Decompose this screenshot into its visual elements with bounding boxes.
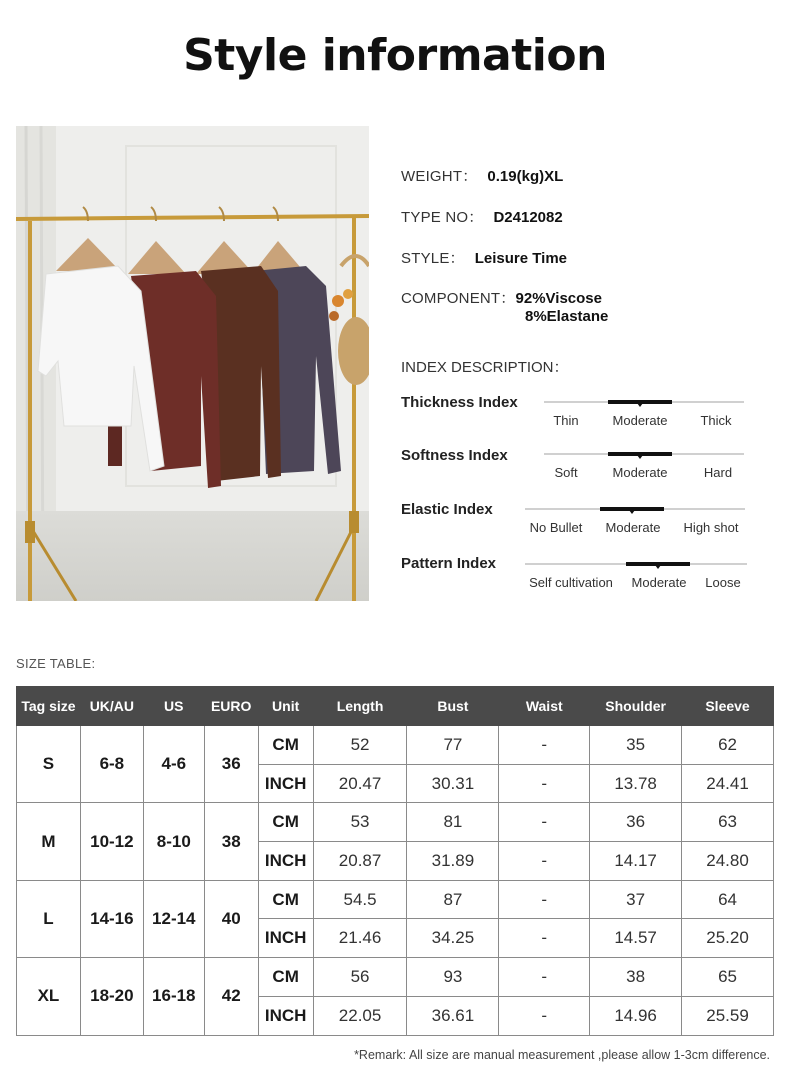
tag-size-cell: XL [17,958,81,1035]
waist-cell: - [499,803,590,842]
bust-cell: 36.61 [407,996,499,1035]
elastic-index-label: Elastic Index [401,501,493,518]
bust-cell: 34.25 [407,919,499,958]
column-header: UK/AU [80,687,143,726]
style-value: Leisure Time [474,250,567,267]
pattern-scale [525,562,747,592]
clothing-rack-image [16,126,369,601]
uk-size-cell: 14-16 [80,880,143,957]
shoulder-cell: 36 [590,803,682,842]
sleeve-cell: 63 [682,803,774,842]
column-header: Bust [407,687,499,726]
scale-option-selected: Moderate [612,413,668,428]
column-header: Unit [258,687,313,726]
size-table [16,686,774,1036]
bust-cell: 77 [407,726,499,765]
softness-scale [544,452,744,482]
table-row [17,880,774,919]
length-cell: 20.87 [313,842,407,881]
table-row [17,726,774,765]
shoulder-cell: 13.78 [590,764,682,803]
scale-option: Soft [554,465,578,480]
shoulder-cell: 37 [590,880,682,919]
sleeve-cell: 24.41 [682,764,774,803]
euro-size-cell: 40 [204,880,258,957]
length-cell: 22.05 [313,996,407,1035]
length-cell: 56 [313,958,407,997]
tag-size-cell: M [17,803,81,880]
product-photo [16,126,369,601]
table-header-row [17,687,774,726]
unit-cell: INCH [258,919,313,958]
component-value-2: 8%Elastane [525,308,609,325]
unit-cell: CM [258,726,313,765]
length-cell: 52 [313,726,407,765]
unit-cell: CM [258,803,313,842]
column-header: US [143,687,204,726]
uk-size-cell: 10-12 [80,803,143,880]
scale-marker-icon [637,455,643,459]
column-header: Length [313,687,407,726]
waist-cell: - [499,958,590,997]
unit-cell: INCH [258,764,313,803]
length-cell: 53 [313,803,407,842]
tag-size-cell: S [17,726,81,803]
thickness-scale [544,400,744,430]
bust-cell: 93 [407,958,499,997]
bust-cell: 30.31 [407,764,499,803]
weight-row [401,165,563,186]
style-label: STYLE： [401,250,465,267]
component-value-1: 92%Viscose [515,290,602,307]
waist-cell: - [499,842,590,881]
bust-cell: 31.89 [407,842,499,881]
euro-size-cell: 42 [204,958,258,1035]
bust-cell: 87 [407,880,499,919]
us-size-cell: 16-18 [143,958,204,1035]
unit-cell: INCH [258,996,313,1035]
scale-marker-icon [655,565,661,569]
waist-cell: - [499,764,590,803]
scale-marker-icon [629,510,635,514]
waist-cell: - [499,996,590,1035]
column-header: Waist [499,687,590,726]
scale-option-selected: Moderate [631,575,687,590]
sleeve-cell: 64 [682,880,774,919]
unit-cell: CM [258,880,313,919]
thickness-index-label: Thickness Index [401,394,518,411]
scale-option: Loose [705,575,741,590]
length-cell: 20.47 [313,764,407,803]
type-label: TYPE NO： [401,209,484,226]
waist-cell: - [499,880,590,919]
length-cell: 54.5 [313,880,407,919]
waist-cell: - [499,726,590,765]
bust-cell: 81 [407,803,499,842]
component-row [401,287,602,308]
shoulder-cell: 38 [590,958,682,997]
scale-option: Thick [700,413,732,428]
shoulder-cell: 35 [590,726,682,765]
euro-size-cell: 36 [204,726,258,803]
weight-value: 0.19(kg)XL [487,168,564,185]
scale-option: Hard [703,465,733,480]
tag-size-cell: L [17,880,81,957]
component-label: COMPONENT： [401,290,516,307]
column-header: Sleeve [682,687,774,726]
type-value: D2412082 [493,209,563,226]
table-row [17,958,774,997]
shoulder-cell: 14.57 [590,919,682,958]
column-header: Tag size [17,687,81,726]
uk-size-cell: 6-8 [80,726,143,803]
unit-cell: CM [258,958,313,997]
page-title: Style information [183,30,607,81]
type-row [401,206,563,227]
style-row [401,247,567,268]
scale-option-selected: Moderate [612,465,668,480]
scale-option: Self cultivation [529,575,613,590]
scale-option: High shot [683,520,739,535]
sleeve-cell: 25.20 [682,919,774,958]
sleeve-cell: 65 [682,958,774,997]
elastic-scale [525,507,745,537]
column-header: Shoulder [590,687,682,726]
scale-option: No Bullet [529,520,583,535]
column-header: EURO [204,687,258,726]
length-cell: 21.46 [313,919,407,958]
pattern-index-label: Pattern Index [401,555,497,572]
weight-label: WEIGHT： [401,168,478,185]
table-row [17,803,774,842]
scale-option: Thin [553,413,579,428]
us-size-cell: 12-14 [143,880,204,957]
index-heading: INDEX DESCRIPTION： [401,359,569,376]
remark-note: *Remark: All size are manual measurement ,please allow 1-3cm difference. [354,1048,770,1062]
softness-index-label: Softness Index [401,447,508,464]
shoulder-cell: 14.96 [590,996,682,1035]
waist-cell: - [499,919,590,958]
scale-option-selected: Moderate [605,520,661,535]
us-size-cell: 4-6 [143,726,204,803]
unit-cell: INCH [258,842,313,881]
shoulder-cell: 14.17 [590,842,682,881]
sleeve-cell: 62 [682,726,774,765]
scale-marker-icon [637,403,643,407]
us-size-cell: 8-10 [143,803,204,880]
component-row-2 [525,308,608,325]
sleeve-cell: 25.59 [682,996,774,1035]
size-table-label: SIZE TABLE: [16,656,96,671]
sleeve-cell: 24.80 [682,842,774,881]
uk-size-cell: 18-20 [80,958,143,1035]
euro-size-cell: 38 [204,803,258,880]
